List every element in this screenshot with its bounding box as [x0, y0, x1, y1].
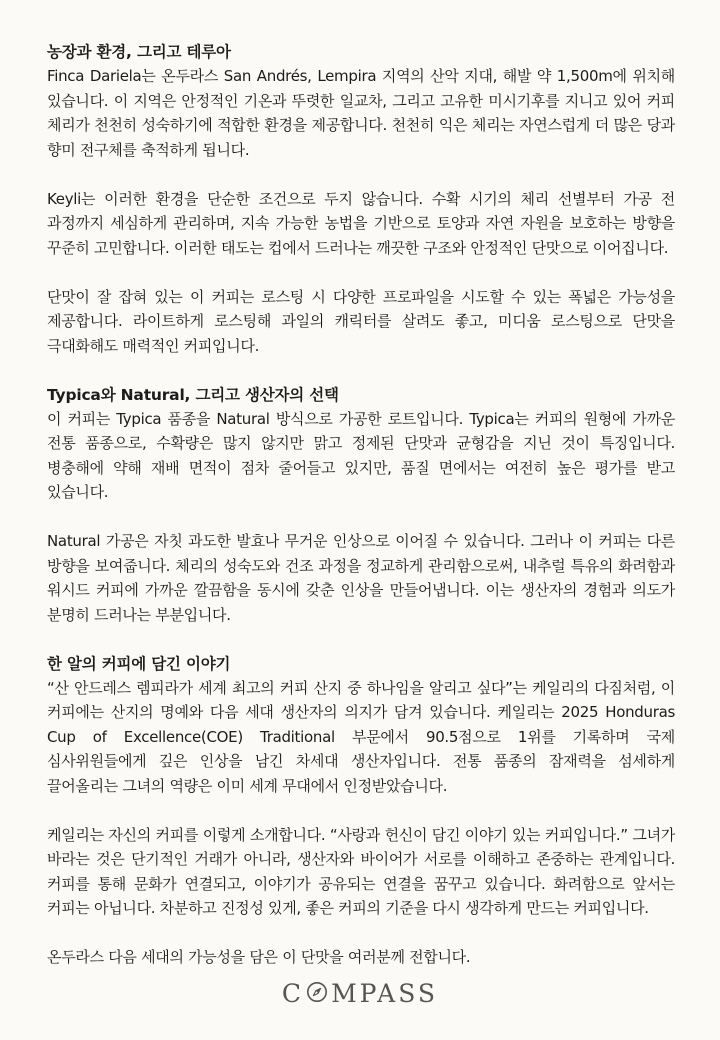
- paragraph: Keyli는 이러한 환경을 단순한 조건으로 두지 않습니다. 수확 시기의 체리 선별부터 가공 전 과정까지 세심하게 관리하며, 지속 가능한 농법을 기반으로 토양과 자연 자원을 보호하는 방향을 꾸준히 고민합니다. 이러한 태도는 컵에서 드러나는 깨끗한 구조와 안정적인 단맛으로 이어집니다.: [47, 189, 675, 257]
- paragraph: Natural 가공은 자칫 과도한 발효나 무거운 인상으로 이어질 수 있습니다. 그러나 이 커피는 다른 방향을 보여줍니다. 체리의 성숙도와 건조 과정을 정교하게 관리함으로써, 내추럴 특유의 화려함과 워시드 커피에 가까운 깔끔함을 동시에 갖춘 인상을 만들어냅니다. 이는 생산자의 경험과 의도가 분명히 드러나는 부분입니다.: [47, 532, 675, 624]
- section-title-terroir: 농장과 환경, 그리고 테루아: [47, 43, 231, 61]
- compass-logo: [0, 974, 720, 1012]
- logo-text-start: C: [281, 978, 305, 1008]
- section-title-typica-natural: Typica와 Natural, 그리고 생산자의 선택: [47, 385, 339, 404]
- paragraph: “산 안드레스 렘피라가 세계 최고의 커피 산지 중 하나임을 알리고 싶다”는 케일리의 다짐처럼, 이 커피에는 산지의 명예와 다음 세대 생산자의 의지가 담겨 있습니다. 케일리는 2025 Honduras Cup of Excellence(COE) Traditional 부문에서 90.5점으로 1위를 기록하며 국제 심사위원들에게 깊은 인상을 남긴 차세대 생산자입니다. 전통 품종의 잠재력을 섬세하게 끌어올리는 그녀의 역량은 이미 세계 무대에서 인정받았습니다.: [47, 678, 675, 795]
- compass-o-icon: [306, 981, 328, 1003]
- section-title-story: 한 알의 커피에 담긴 이야기: [47, 654, 231, 673]
- paragraph: 온두라스 다음 세대의 가능성을 담은 이 단맛을 여러분께 전합니다.: [47, 948, 471, 966]
- paragraph: 케일리는 자신의 커피를 이렇게 소개합니다. “사랑과 헌신이 담긴 이야기 있는 커피입니다.” 그녀가 바라는 것은 단기적인 거래가 아니라, 생산자와 바이어가 서로를 이해하고 존중하는 관계입니다. 커피를 통해 문화가 연결되고, 이야기가 공유되는 연결을 꿈꾸고 있습니다. 화려함으로 앞서는 커피는 아닙니다. 차분하고 진정성 있게, 좋은 커피의 기준을 다시 생각하게 만드는 커피입니다.: [47, 825, 675, 917]
- paragraph: Finca Dariela는 온두라스 San Andrés, Lempira 지역의 산악 지대, 해발 약 1,500m에 위치해 있습니다. 이 지역은 안정적인 기온과 뚜렷한 일교차, 그리고 고유한 미시기후를 지니고 있어 커피 체리가 천천히 성숙하기에 적합한 환경을 제공합니다. 천천히 익은 체리는 자연스럽게 더 많은 당과 향미 전구체를 축적하게 됩니다.: [47, 67, 675, 159]
- paragraph: 단맛이 잘 잡혀 있는 이 커피는 로스팅 시 다양한 프로파일을 시도할 수 있는 폭넓은 가능성을 제공합니다. 라이트하게 로스팅해 과일의 캐릭터를 살려도 좋고, 미디움 로스팅으로 단맛을 극대화해도 매력적인 커피입니다.: [47, 287, 675, 355]
- paragraph: 이 커피는 Typica 품종을 Natural 방식으로 가공한 로트입니다. Typica는 커피의 원형에 가까운 전통 품종으로, 수확량은 많지 않지만 맑고 정제된 단맛과 균형감을 지닌 것이 특징입니다. 병충해에 약해 재배 면적이 점차 줄어들고 있지만, 품질 면에서는 여전히 높은 평가를 받고 있습니다.: [47, 409, 675, 501]
- logo-text-end: MPASS: [331, 978, 439, 1008]
- article-body: [47, 40, 675, 970]
